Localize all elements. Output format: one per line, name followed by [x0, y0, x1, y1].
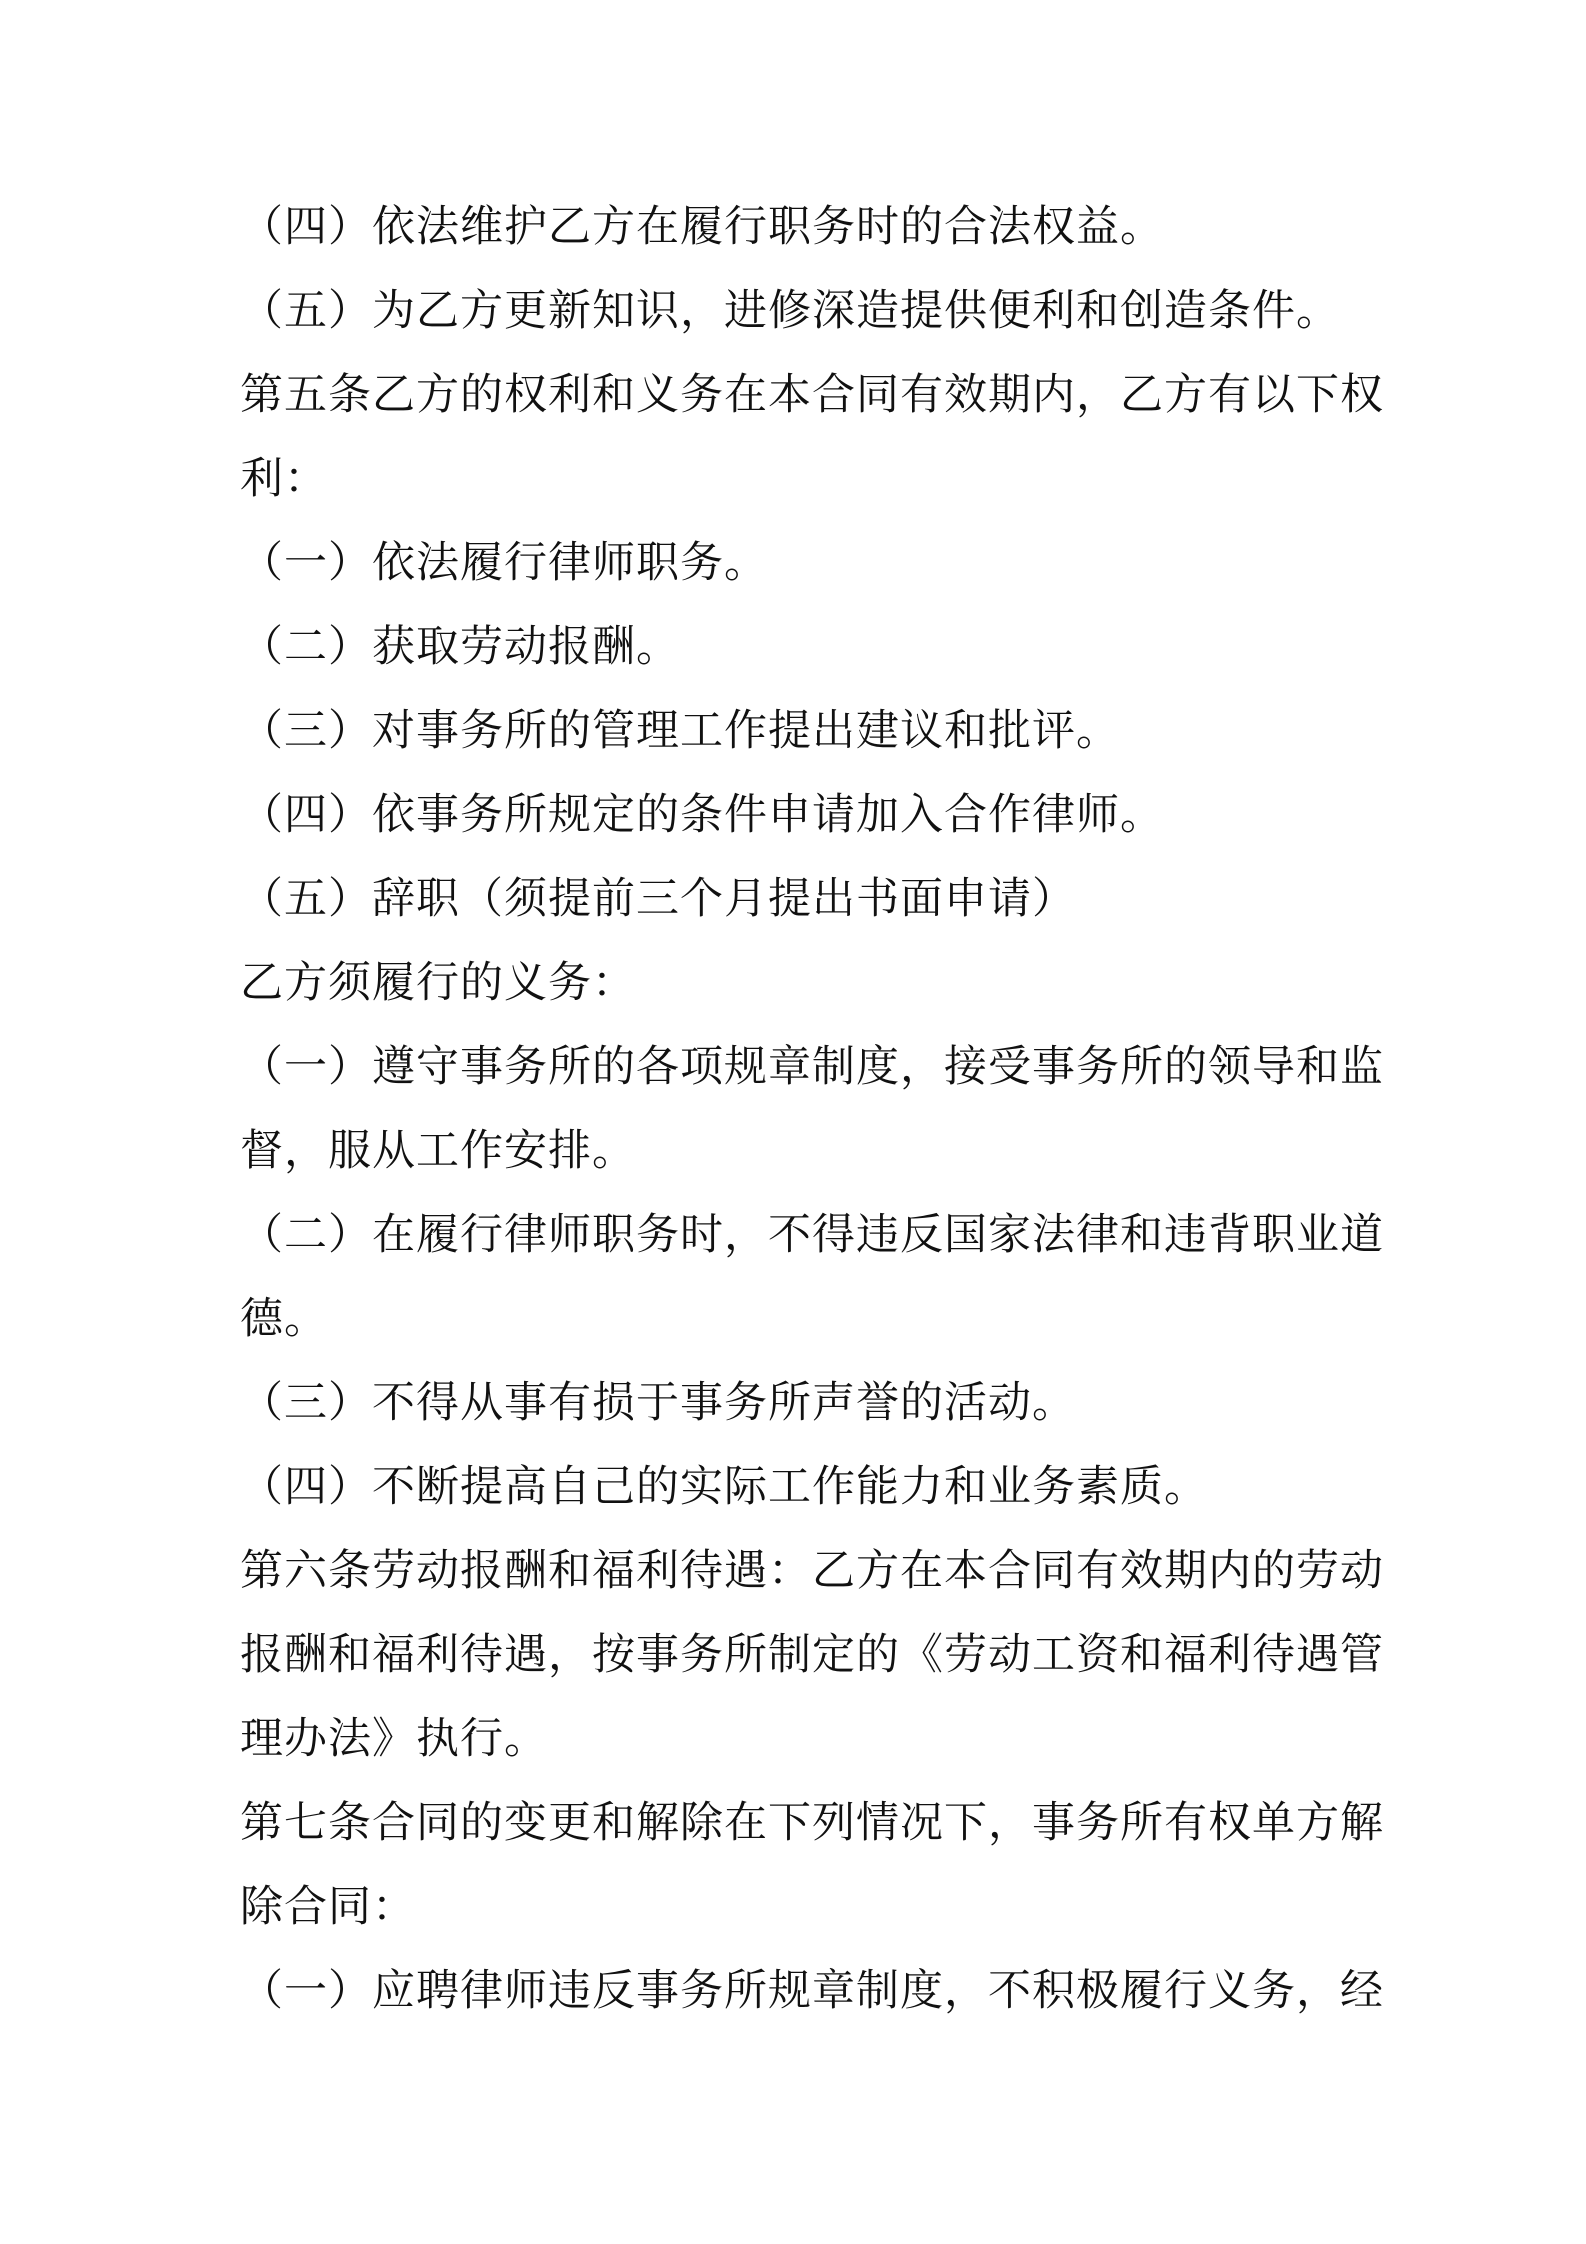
text-line: （三）不得从事有损于事务所声誉的活动。: [240, 1378, 1076, 1428]
text-line: 除合同：: [240, 1882, 416, 1932]
text-line: 第 五 条 乙 方 的 权 利 和 义 务 在 本 合 同 有 效 期 内 ， 乙 方 有 以 下 权: [240, 370, 1384, 420]
text-line: （二）获取劳动报酬。: [240, 622, 680, 672]
text-line: （ 一 ） 应 聘 律 师 违 反 事 务 所 规 章 制 度 ， 不 积 极 履 行 义 务 ， 经: [240, 1966, 1384, 2016]
document-body: [240, 185, 1384, 2033]
text-line: （ 一 ） 遵 守 事 务 所 的 各 项 规 章 制 度 ， 接 受 事 务 所 的 领 导 和 监: [240, 1042, 1384, 1092]
text-line: 第 六 条 劳 动 报 酬 和 福 利 待 遇 ： 乙 方 在 本 合 同 有 效 期 内 的 劳 动: [240, 1546, 1384, 1596]
text-line: （五）辞职（须提前三个月提出书面申请）: [240, 874, 1076, 924]
text-line: 理办法》执行。: [240, 1714, 548, 1764]
text-line: （五）为乙方更新知识，进修深造提供便利和创造条件。: [240, 286, 1340, 336]
text-line: 报 酬 和 福 利 待 遇 ， 按 事 务 所 制 定 的 《 劳 动 工 资 和 福 利 待 遇 管: [240, 1630, 1384, 1680]
text-line: 第 七 条 合 同 的 变 更 和 解 除 在 下 列 情 况 下 ， 事 务 所 有 权 单 方 解: [240, 1798, 1384, 1848]
text-line: （三）对事务所的管理工作提出建议和批评。: [240, 706, 1120, 756]
text-line: 德。: [240, 1294, 328, 1344]
text-line: 乙方须履行的义务：: [240, 958, 636, 1008]
text-line: （一）依法履行律师职务。: [240, 538, 768, 588]
text-line: （ 二 ） 在 履 行 律 师 职 务 时 ， 不 得 违 反 国 家 法 律 和 违 背 职 业 道: [240, 1210, 1384, 1260]
text-line: （四）依法维护乙方在履行职务时的合法权益。: [240, 202, 1164, 252]
text-line: （四）依事务所规定的条件申请加入合作律师。: [240, 790, 1164, 840]
text-line: 利：: [240, 454, 328, 504]
text-line: 督，服从工作安排。: [240, 1126, 636, 1176]
text-line: （四）不断提高自己的实际工作能力和业务素质。: [240, 1462, 1208, 1512]
